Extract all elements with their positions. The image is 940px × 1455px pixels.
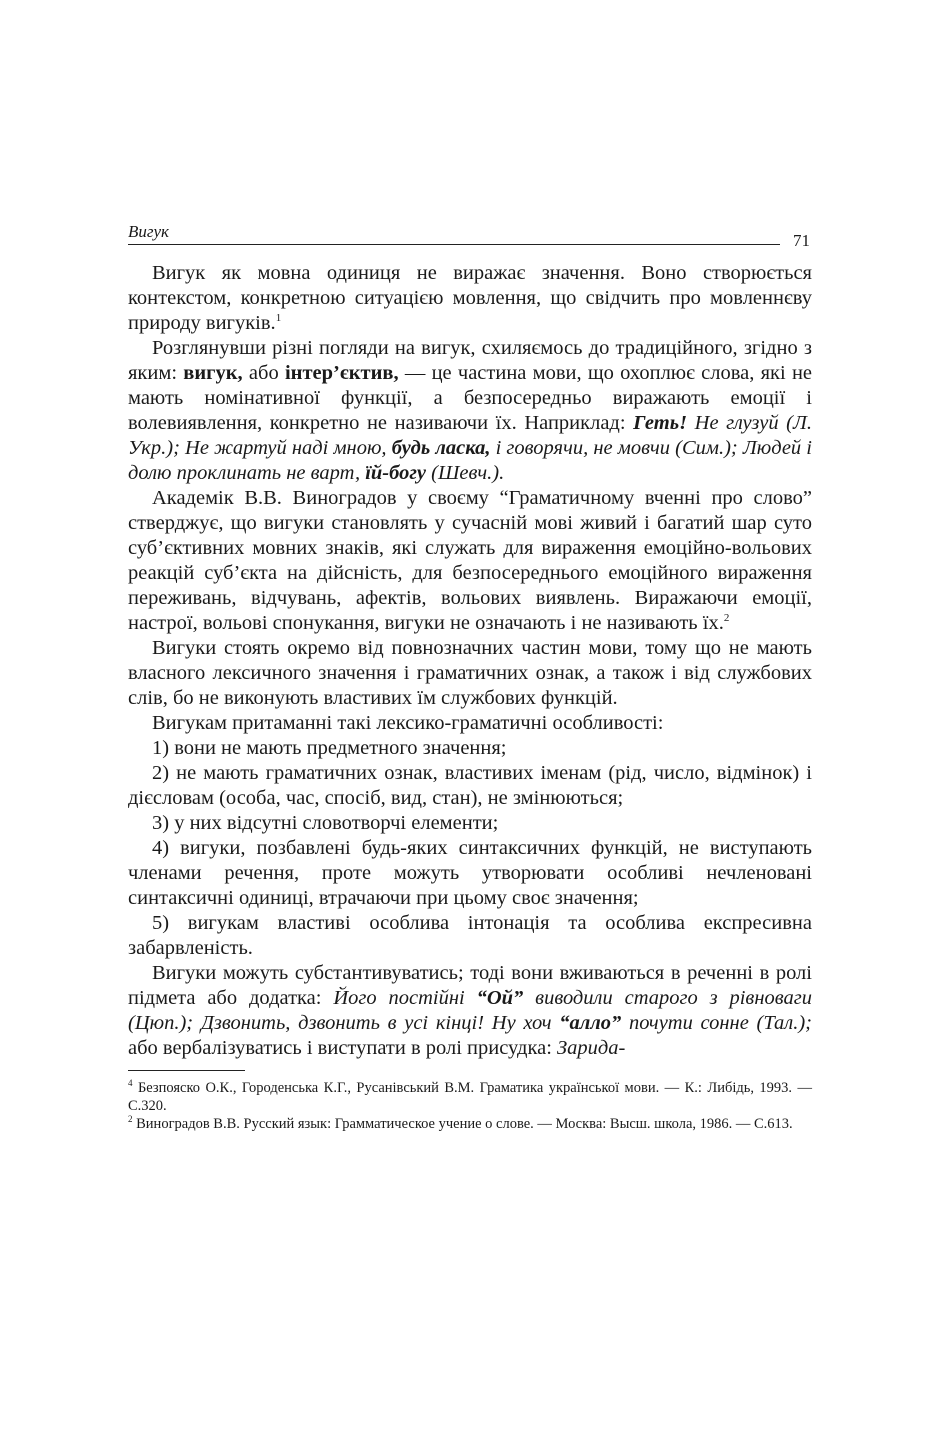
paragraph-1: Вигук як мовна одиниця не виражає значення. Воно створюється контекстом, конкретною ситуацією мовлення, що свідчить про мовленнєву природу вигуків.$^1$ <box>128 262 812 334</box>
running-title: Вигук <box>128 222 170 241</box>
footnote-ref: 1 <box>275 312 282 325</box>
paragraph-2: Розглянувши різні погляди на вигук, схиляємось до традиційного, згідно з яким: вигук, або інтер’єктив, — це частина мови, що охоплює слова, які не мають номінативної функції, а безпосередньо виражають емоції і волевиявлення, конкретно не називаючи їх. Наприклад: Геть! Не глузуй (Л. Укр.); Не жартуй наді мною, будь ласка, і говорячи, не мовчи (Сим.); Людей і долю проклинать не варт, їй-богу (Шевч.). <box>128 337 813 484</box>
footnote: $^2$ Виноградов В.В. Русский язык: Грамматическое учение о слове. — Москва: Высш. школа, 1986. — С.613. <box>128 1114 793 1132</box>
footnote: $^4$ Безпояско О.К., Городенська К.Г., Русанівський В.М. Граматика української мови. — К.: Либідь, 1993. —С.320. <box>128 1078 812 1114</box>
main-text <box>128 261 812 1061</box>
term-interjective: інтер’єктив, <box>284 362 399 384</box>
page-header <box>128 222 810 250</box>
list-item: 2) не мають граматичних ознак, властивих іменам (рід, число, відмінок) і дієсловам (особа, час, спосіб, вид, стан), не змінюються; <box>128 762 812 809</box>
page <box>128 222 812 1133</box>
paragraph-5: Вигукам притаманні такі лексико-граматичні особливості: <box>152 712 664 734</box>
paragraph-3: Академік В.В. Виноградов у своєму “Граматичному вченні про слово” стверджує, що вигуки становлять у сучасній мові живий і багатий шар суто суб’єктивних мовних знаків, які служать для вираження емоційно-вольових реакцій суб’єкта на дійсність, для безпосереднього емоційного вираження переживань, відчувань, афектів, вольових виявлень. Виражаючи емоції, настрої, вольові спонукання, вигуки не означають і не називають їх.$^2$ <box>128 487 812 634</box>
list-item: 5) вигукам властиві особлива інтонація та особлива експресивна забарвленість. <box>128 912 812 959</box>
page-number: 71 <box>793 231 810 250</box>
term-vyhuk: вигук, <box>183 362 243 384</box>
footnote-ref: 2 <box>723 612 730 625</box>
paragraph-4: Вигуки стоять окремо від повнозначних частин мови, тому що не мають власного лексичного значення і граматичних ознак, а також і від службових слів, бо не виконують властивих їм службових функцій. <box>128 637 812 709</box>
footnotes <box>128 1079 812 1133</box>
paragraph-6: Вигуки можуть субстантивуватись; тоді вони вживаються в реченні в ролі підмета або додатка: Його постійні “Ой” виводили старого з рівноваги (Цюп.); Дзвонить, дзвонить в усі кінці! Ну хоч “алло” почути сонне (Тал.); або вербалізуватись і виступати в ролі присудка: Зарида- <box>128 962 812 1059</box>
list-item: 1) вони не мають предметного значення; <box>152 737 507 759</box>
list-item: 3) у них відсутні словотворчі елементи; <box>152 812 499 834</box>
list-item: 4) вигуки, позбавлені будь-яких синтаксичних функцій, не виступають членами речення, проте можуть утворювати особливі нечленовані синтаксичні одиниці, втрачаючи при цьому своє значення; <box>128 837 812 909</box>
footnote-divider <box>128 1070 245 1071</box>
